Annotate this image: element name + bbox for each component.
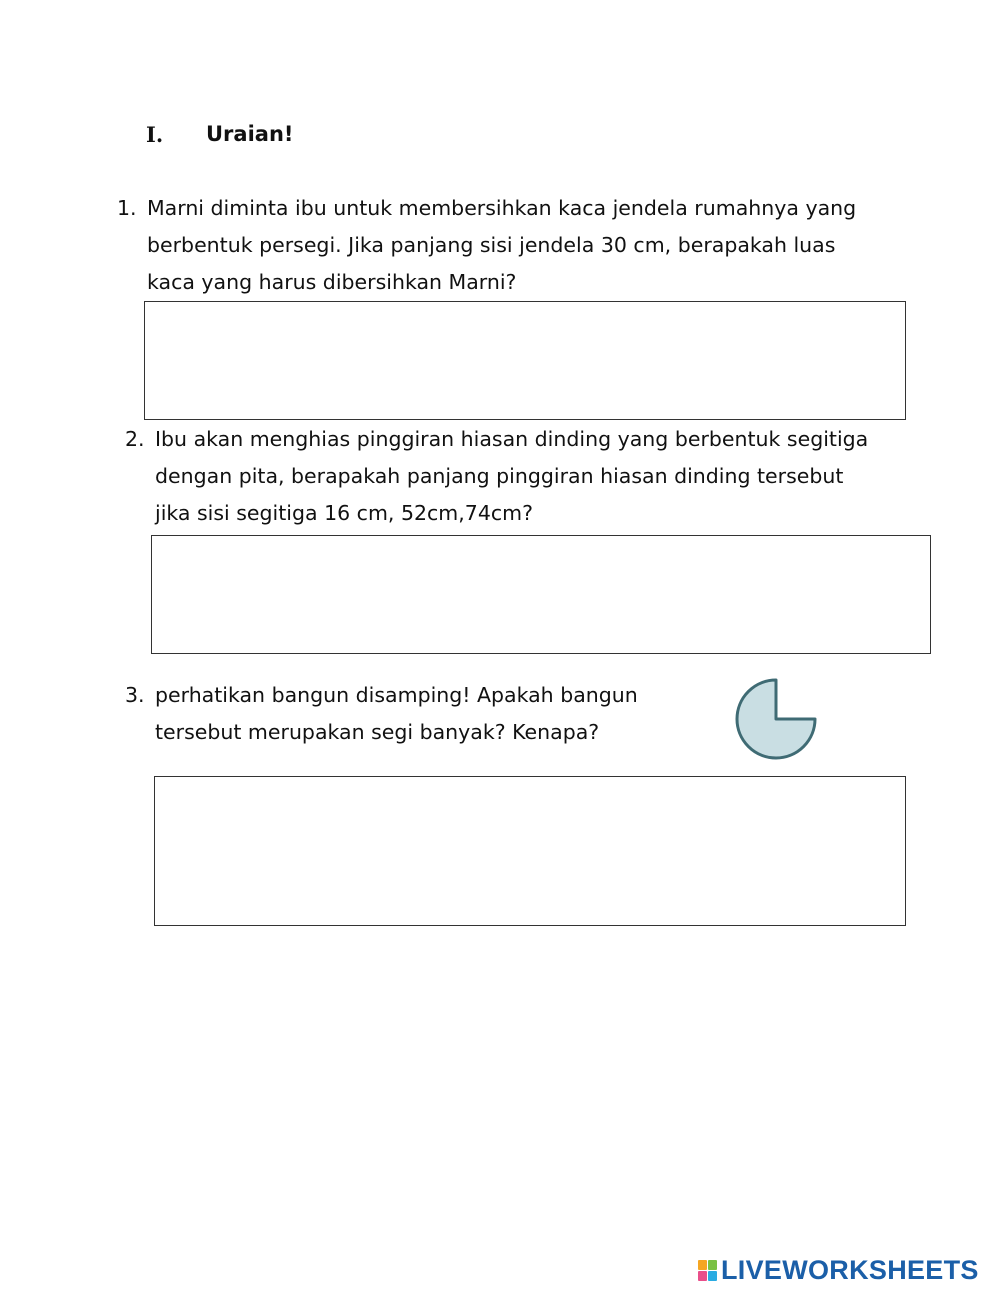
question-text: Marni diminta ibu untuk membersihkan kaca jendela rumahnya yang berbentuk persegi. Jika panjang sisi jendela 30 cm, berapakah luas kaca yang harus dibersihkan Marni? xyxy=(147,196,857,294)
question-2 xyxy=(125,421,895,532)
section-number: I. xyxy=(146,122,164,147)
question-number: 1. xyxy=(117,196,137,220)
answer-box-1[interactable] xyxy=(144,301,906,420)
logo-tile xyxy=(698,1260,707,1270)
logo-tile xyxy=(708,1260,717,1270)
answer-box-3[interactable] xyxy=(154,776,906,926)
three-quarter-circle-icon xyxy=(724,676,828,766)
liveworksheets-logo xyxy=(698,1255,979,1286)
question-3 xyxy=(125,677,685,751)
question-1 xyxy=(117,190,877,301)
brand-wordmark: LIVEWORKSHEETS xyxy=(721,1255,979,1285)
logo-mark xyxy=(698,1260,717,1281)
answer-box-2[interactable] xyxy=(151,535,931,654)
question-text: Ibu akan menghias pinggiran hiasan dinding yang berbentuk segitiga dengan pita, berapakah panjang pinggiran hiasan dinding tersebut jika sisi segitiga 16 cm, 52cm,74cm? xyxy=(155,427,869,525)
logo-tile xyxy=(708,1271,717,1281)
question-number: 2. xyxy=(125,427,145,451)
question-number: 3. xyxy=(125,683,145,707)
question-text: perhatikan bangun disamping! Apakah bangun tersebut merupakan segi banyak? Kenapa? xyxy=(155,683,638,744)
pie-shape xyxy=(737,680,815,758)
section-title: Uraian! xyxy=(206,122,294,146)
logo-tile xyxy=(698,1271,707,1281)
section-heading xyxy=(146,122,293,147)
